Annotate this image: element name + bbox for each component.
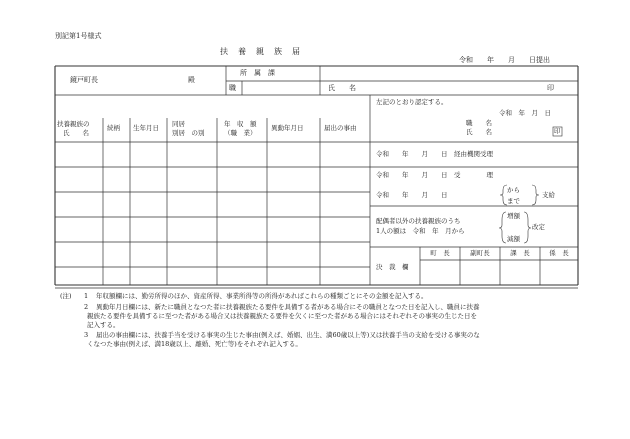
col-income-2: （職 業） bbox=[224, 129, 257, 137]
certify-name: 氏 名 bbox=[466, 128, 492, 136]
form-number: 別記第1号様式 bbox=[55, 32, 102, 40]
post-label: 職 bbox=[229, 84, 236, 92]
decrease-label: 減額 bbox=[507, 235, 520, 243]
seal-mark: 印 bbox=[547, 84, 554, 92]
col-birthdate: 生年月日 bbox=[133, 124, 159, 132]
note-3-line-2: くなつた事由(例えば、満18歳以上、離婚、死亡等)をそれぞれ記入する。 bbox=[87, 340, 302, 348]
approval-role-chief: 係 長 bbox=[549, 249, 569, 257]
note-2-line-3: 記入する。 bbox=[87, 321, 120, 329]
notes-head: (注) bbox=[60, 292, 72, 300]
affiliation-label: 所 属 課 bbox=[240, 69, 275, 77]
col-dependent-name: 扶養親族の bbox=[57, 120, 90, 128]
approval-role-mayor: 町 長 bbox=[430, 249, 450, 257]
note-3-line-1: 届出の事由欄には、扶養手当を受ける事実の生じた事由(例えば、婚姻、出生、満60歳以上等)又は扶養手当の支給を受ける事実のな bbox=[96, 331, 480, 339]
spouse-line-1: 配偶者以外の扶養親族のうち bbox=[376, 217, 461, 225]
approval-label: 決 裁 欄 bbox=[376, 263, 409, 271]
payment-label: 支給 bbox=[542, 191, 555, 199]
name-label: 氏 名 bbox=[328, 84, 356, 92]
received-via-agency: 令和 年 月 日 経由機関受理 bbox=[376, 150, 493, 158]
payment-to: まで bbox=[507, 197, 520, 205]
note-3-number: 3 bbox=[84, 331, 89, 339]
increase-label: 増額 bbox=[507, 212, 520, 220]
note-1-number: 1 bbox=[84, 292, 89, 300]
col-dependent-name-2: 氏 名 bbox=[63, 129, 89, 137]
received: 令和 年 月 日 受 理 bbox=[376, 171, 493, 179]
revise-label: 改定 bbox=[532, 223, 545, 231]
approval-role-deputy: 副町長 bbox=[470, 249, 490, 257]
certify-seal: 印 bbox=[554, 127, 561, 135]
addressee-honorific: 殿 bbox=[188, 76, 195, 84]
submit-date: 令和 年 月 日提出 bbox=[459, 56, 550, 64]
col-reason: 届出の事由 bbox=[324, 124, 357, 132]
col-cohabit: 同居 bbox=[172, 120, 185, 128]
col-relation: 続柄 bbox=[107, 124, 120, 132]
approval-role-manager: 課 長 bbox=[510, 249, 530, 257]
addressee: 鏡戸町長 bbox=[70, 76, 98, 84]
col-change-date: 異動年月日 bbox=[271, 124, 304, 132]
payment-from: から bbox=[507, 186, 520, 194]
note-2-line-2: 親族たる要件を具備するに至つた者がある場合又は扶養親族たる要件を欠くに至つた者がある場合にはそれぞれその事実の生じた日を bbox=[87, 312, 477, 320]
note-2-number: 2 bbox=[84, 303, 89, 311]
spouse-line-2: 1人の額は 令和 年 月から bbox=[376, 227, 465, 235]
certify-date: 令和 年 月 日 bbox=[499, 109, 551, 117]
certify-text: 左記のとおり認定する。 bbox=[376, 98, 448, 106]
note-1: 年収額欄には、勤労所得のほか、資産所得、事業所得等の所得があればこれらの種類ごとにその金額を記入する。 bbox=[96, 292, 428, 300]
payment-date: 令和 年 月 日 bbox=[376, 191, 448, 199]
document-title: 扶 養 親 族 届 bbox=[220, 47, 301, 56]
col-income: 年 収 額 bbox=[224, 120, 257, 128]
note-2-line-1: 異動年月日欄には、新たに職員となつた者に扶養親族たる要件を具備する者がある場合にその職員となつた日を記入し、職員に扶養 bbox=[96, 303, 480, 311]
certify-post: 職 名 bbox=[466, 119, 492, 127]
col-cohabit-2: 別居 の別 bbox=[172, 129, 205, 137]
